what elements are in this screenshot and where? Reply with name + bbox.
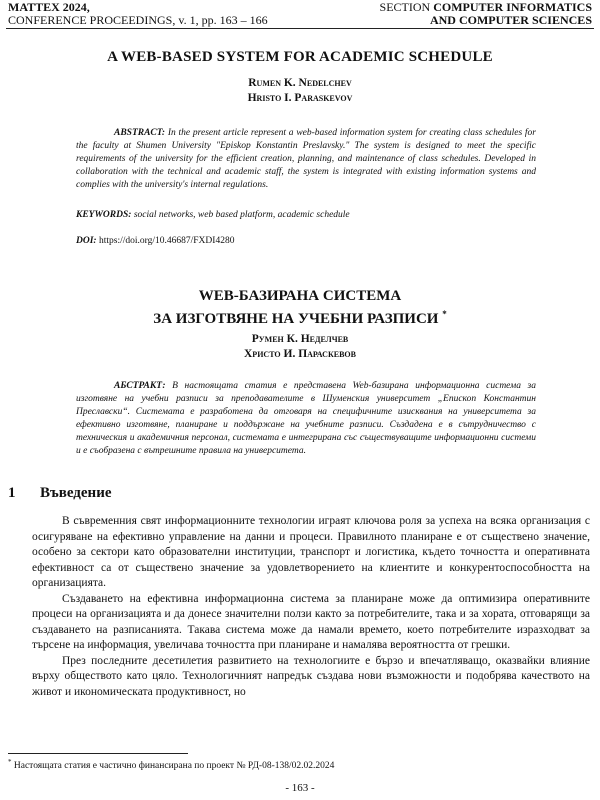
abstract-text-en: In the present article represent a web-based information system for creating class schedules for the faculty at Shumen University "Episkop Konstantin Preslavsky." The system is designed to meet the specific requirements of the university for the efficient creation, planning, and maintenance of class schedules. Developed in collaboration with the technical and academic staff, the system is integrated with existing information systems and complies with the university's internal regulations.	[76, 128, 537, 190]
author-1-bg: Румен К. Неделчев	[251, 333, 349, 345]
section-name-line2: AND COMPUTER SCIENCES	[429, 13, 592, 27]
doi-link[interactable]: https://doi.org/10.46687/FXDI4280	[98, 236, 235, 246]
section-title: Въведение	[40, 485, 112, 501]
author-2-en: Hristo I. Paraskevov	[247, 92, 353, 104]
header-divider	[6, 28, 594, 29]
authors-en	[0, 76, 600, 106]
doi	[76, 236, 536, 246]
authors-bg	[0, 332, 600, 362]
doi-label: DOI:	[76, 236, 97, 246]
section-number: 1	[8, 485, 16, 501]
abstract-en	[76, 127, 536, 192]
keywords-label: KEYWORDS:	[76, 210, 132, 220]
title-bg-line2: ЗА ИЗГОТВЯНЕ НА УЧЕБНИ РАЗПИСИ *	[153, 309, 447, 327]
paragraph-1: В съвременния свят информационните технологии играят ключова роля за успеха на всяка организация с осигуряване на ефективно управление на данни и процеси. Правилното планиране е от съществено значение, особено за сектори като образователни институции, транспорт и логистика, където точността и оперативната ефективност са от съществено значение за удовлетворението на клиентите и конкурентоспособността на организацията.	[32, 515, 590, 589]
conference-name: MATTEX 2024,	[8, 0, 90, 14]
proceedings-info: CONFERENCE PROCEEDINGS, v. 1, pp. 163 – 166	[8, 13, 268, 27]
keywords	[76, 210, 536, 220]
paper-title-bg	[0, 287, 600, 328]
abstract-text-bg: В настоящата статия е представена Web-базирана информационна система за изготвяне на учебни разписи за преподавателите в Шуменския университет „Епископ Константин Преславски“. Системата е разработена да отговаря на специфичните изисквания на университета за ефективно изготвяне, планиране и поддържане на учебните разписи. Създадена е в сътрудничество с техническия и академичния персонал, системата е интегрирана със съществуващите информационни системи и е съобразена с вътрешните правила на университета.	[76, 381, 536, 456]
section-prefix: SECTION	[379, 0, 431, 14]
footnote-divider	[8, 753, 188, 754]
footnote	[8, 758, 334, 771]
body-text	[32, 514, 590, 700]
author-2-bg: Христо И. Параскевов	[244, 348, 356, 360]
keywords-text: social networks, web based platform, academic schedule	[133, 210, 350, 220]
paper-title-en: A WEB-BASED SYSTEM FOR ACADEMIC SCHEDULE	[107, 49, 493, 65]
header-right	[380, 1, 592, 27]
running-header	[0, 0, 600, 30]
paragraph-3: През последните десетилетия развитието на технологиите е бързо и впечатляващо, оказвайки влияние върху обществото като цяло. Технологичният напредък създава нови възможности и подобрява качеството на живот и икономическата продуктивност, но	[32, 654, 590, 698]
page-number: - 163 -	[285, 782, 315, 794]
abstract-label-bg: АБСТРАКТ:	[114, 381, 166, 391]
author-1-en: Rumen K. Nedelchev	[248, 77, 352, 89]
paragraph-2: Създаването на ефективна информационна система за планиране може да оптимизира оперативните процеси на организацията и да донесе значителни ползи както за потребителите, така и за хората, отговарящи за създаването на разписанията. Такава система може да намали времето, което потребителите изразходват за търсене на информация, увеличава точността при планиране и намалява вероятността от грешки.	[32, 592, 590, 651]
abstract-bg	[76, 380, 536, 458]
header-left	[8, 1, 268, 27]
footnote-mark: *	[8, 758, 12, 766]
title-bg-line1: WEB-БАЗИРАНА СИСТЕМА	[198, 288, 402, 304]
abstract-label-en: ABSTRACT:	[114, 128, 166, 138]
footnote-text: Настоящата статия е частично финансирана по проект № РД-08-138/02.02.2024	[13, 761, 335, 772]
section-name: COMPUTER INFORMATICS	[433, 0, 592, 14]
footnote-marker: *	[442, 309, 447, 319]
section-heading	[8, 485, 112, 502]
